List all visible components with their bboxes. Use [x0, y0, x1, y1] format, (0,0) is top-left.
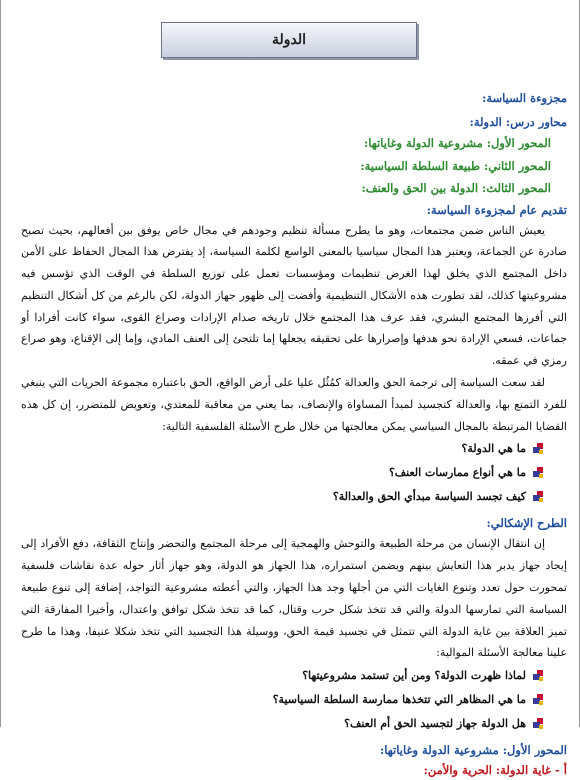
question-item [21, 485, 567, 509]
document-body [21, 88, 567, 780]
axis-item: المحور الأول: مشروعية الدولة وغاياتها: [364, 136, 551, 150]
question-item [21, 664, 567, 688]
question-item [21, 712, 567, 736]
intro-questions [21, 437, 567, 509]
question-text: ما هي المظاهر التي تتخذها ممارسة السلطة السياسية؟ [272, 693, 526, 707]
problem-questions [21, 664, 567, 736]
colored-squares-bullet-icon [532, 718, 543, 729]
page-title [161, 22, 417, 58]
question-item [21, 437, 567, 461]
axes-list [21, 132, 567, 200]
page-title-text: الدولة [271, 32, 307, 48]
colored-squares-bullet-icon [532, 491, 543, 502]
lesson-axes-label: محاور درس: الدولة: [469, 115, 567, 129]
problem-paragraph: إن انتقال الإنسان من مرحلة الطبيعة والتوحش والهمجية إلى مرحلة المجتمع والتحضر وإنتاج الثقافة، دفع الأفراد إلى إيجاد جهاز يدبر هذا التعايش بينهم ويضمن استمراره، هذا الجهاز هو الدولة، وهو جهاز أثار حوله عدة نقاشات فلسفية تمحورت حول تعدد وتنوع الغايات التي من أجلها وجد هذا الجهاز، والتي أعطته مشروعية التواجد، إضافة إلى تنوع طبيعة السياسة التي تمارسها الدولة والتي قد تتخذ شكل حرب وقتال، كما قد تتخذ شكل توافق واعتدال، وأخيرا المفارقة التي تميز العلاقة بين غاية الدولة التي تتمثل في تجسيد قيمة الحق، ووسيلة هذا التجسيد التي تتخذ شكلا عنيفا، وهذا ما طرح علينا معالجة الأسئلة الموالية: [21, 537, 567, 660]
axis1-subheading: أ - غاية الدولة: الحرية والأمن: [423, 763, 567, 778]
colored-squares-bullet-icon [532, 443, 543, 454]
colored-squares-bullet-icon [532, 694, 543, 705]
question-text: كيف تجسد السياسة مبدأي الحق والعدالة؟ [332, 490, 526, 504]
question-text: هل الدولة جهاز لتجسيد الحق أم العنف؟ [344, 717, 526, 731]
question-item [21, 688, 567, 712]
colored-squares-bullet-icon [532, 467, 543, 478]
problem-heading: الطرح الإشكالي: [486, 516, 567, 531]
question-text: ما هي الدولة؟ [461, 442, 526, 456]
question-item [21, 461, 567, 485]
axis-item: المحور الثاني: طبيعة السلطة السياسية: [360, 158, 551, 173]
colored-squares-bullet-icon [532, 670, 543, 681]
axis1-heading: المحور الأول: مشروعية الدولة وغاياتها: [380, 743, 567, 758]
intro-paragraph: يعيش الناس ضمن مجتمعات، وهو ما يطرح مسألة تنظيم وجودهم في مجال خاص يوفق بين أفعالهم، بحيث تصبح صادرة عن الجماعة، ويعتبر هذا المجال سياسيا بالمعنى الواسع لكلمة السياسة، إذ يفترض هذا المجال الحفاظ على الأمن داخل المجتمع الذي يخلق لهذا الغرض تنظيمات ومؤسسات تعمل على توزيع السلطة في الوقت الذي تؤسس فيه مشروعيتها كذلك، لقد تطورت هذه الأشكال التنظيمية وأفضت إلى ظهور جهاز الدولة، لكن بالرغم من كل أشكال التنظيم التي أفرزها المجتمع البشري، فقد عرف هذا المجتمع خلال تاريخه صدام الإرادات وصراع القوى، سواء كانت أفرادا أو جماعات، فسعي الإرادة نحو هدفها وإصرارها على تحقيقه يجعلها إما تلتجئ إلى العنف المادي، وإما إلى الإقناع، وهو صراع رمزي في عمقه. [21, 223, 567, 368]
question-text: ما هي أنواع ممارسات العنف؟ [388, 466, 526, 480]
series-label: مجزوءة السياسة: [482, 91, 567, 105]
intro-paragraph: لقد سعت السياسة إلى ترجمة الحق والعدالة كمُثُل عليا على أرض الواقع، الحق باعتباره مجموعة الحريات التي ينبغي للفرد التمتع بها، والعدالة كتجسيد لمبدأ المساواة والإنصاف، بما يعني من معاقبة للمعتدي، وتعويض للمتضرر، إن كل هذه القضايا المرتبطة بالمجال السياسي يمكن معالجتها من خلال طرح الأسئلة الفلسفية التالية: [21, 376, 567, 433]
axis-item: المحور الثالث: الدولة بين الحق والعنف: [361, 181, 551, 195]
question-text: لماذا ظهرت الدولة؟ ومن أين تستمد مشروعيتها؟ [302, 669, 526, 683]
intro-heading: تقديم عام لمجزوءة السياسة: [426, 202, 567, 217]
